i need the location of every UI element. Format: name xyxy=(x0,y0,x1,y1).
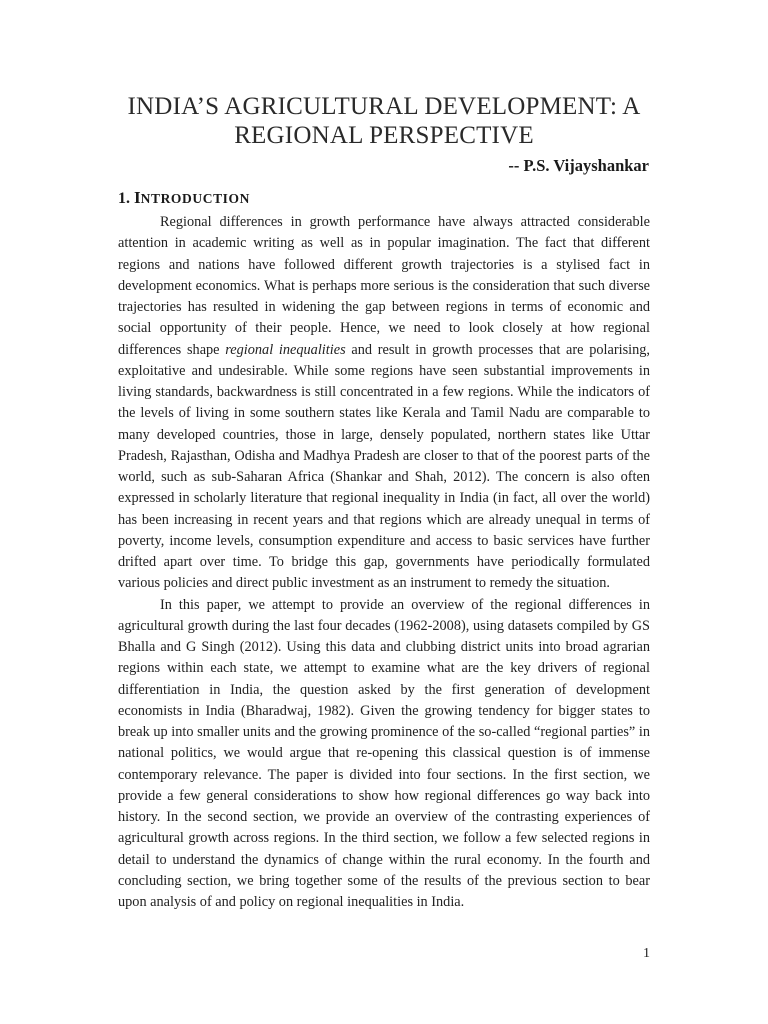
paragraph-1 xyxy=(118,212,650,595)
body-text xyxy=(118,212,650,913)
paragraph-1-italic-term: regional inequalities xyxy=(225,341,346,358)
section-heading-rest: NTRODUCTION xyxy=(140,191,250,206)
paragraph-1-part-1: Regional differences in growth performance have always attracted considerable attention in academic writing as well as in popular imagination. The fact that different regions and nations have followed different growth trajectories is a stylised fact in development economics. What is perhaps more serious is the consideration that such diverse trajectories has resulted in widening the gap between regions in terms of economic and social opportunity of their people. Hence, we need to look closely at how regional differences shape xyxy=(118,214,650,358)
title-line-2: REGIONAL PERSPECTIVE xyxy=(234,122,534,149)
section-heading-initial: I xyxy=(134,188,141,207)
paragraph-2: In this paper, we attempt to provide an overview of the regional differences in agricultural growth during the last four decades (1962-2008), using datasets compiled by GS Bhalla and G Singh (2012). Using this data and clubbing district units into broad agrarian regions within each state, we attempt to examine what are the key drivers of regional differentiation in India, the question asked by the first generation of development economists in India (Bharadwaj, 1982). Given the growing tendency for bigger states to break up into smaller units and the growing prominence of the so-called “regional parties” in national politics, we would argue that re-opening this classical question is of immense contemporary relevance. The paper is divided into four sections. In the first section, we provide a few general considerations to show how regional differences go way back into history. In the second section, we provide an overview of the contrasting experiences of agricultural growth across regions. In the third section, we follow a few selected regions in detail to understand the dynamics of change within the rural economy. In the fourth and concluding section, we bring together some of the results of the previous section to bear upon analysis of and policy on regional inequalities in India. xyxy=(118,596,650,910)
paragraph-1-part-2: and result in growth processes that are polarising, exploitative and undesirable. While some regions have seen substantial improvements in living standards, backwardness is still concentrated in a few regions. While the indicators of the levels of living in some southern states like Kerala and Tamil Nadu are comparable to many developed countries, those in large, densely populated, northern states like Uttar Pradesh, Rajasthan, Odisha and Madhya Pradesh are closer to that of the poorest parts of the world, such as sub-Saharan Africa (Shankar and Shah, 2012). The concern is also often expressed in scholarly literature that regional inequality in India (in fact, all over the world) has been increasing in recent years and that regions which are already unequal in terms of poverty, income levels, consumption expenditure and access to basic services have further drifted apart over time. To bridge this gap, governments have periodically formulated various policies and direct public investment as an instrument to remedy the situation. xyxy=(118,341,650,592)
author-line: -- P.S. Vijayshankar xyxy=(508,156,649,175)
section-number: 1. xyxy=(118,190,130,207)
section-heading xyxy=(118,188,250,208)
title-line-1: INDIA’S AGRICULTURAL DEVELOPMENT: A xyxy=(127,93,641,120)
page-number: 1 xyxy=(643,946,650,961)
page-title xyxy=(100,92,668,150)
